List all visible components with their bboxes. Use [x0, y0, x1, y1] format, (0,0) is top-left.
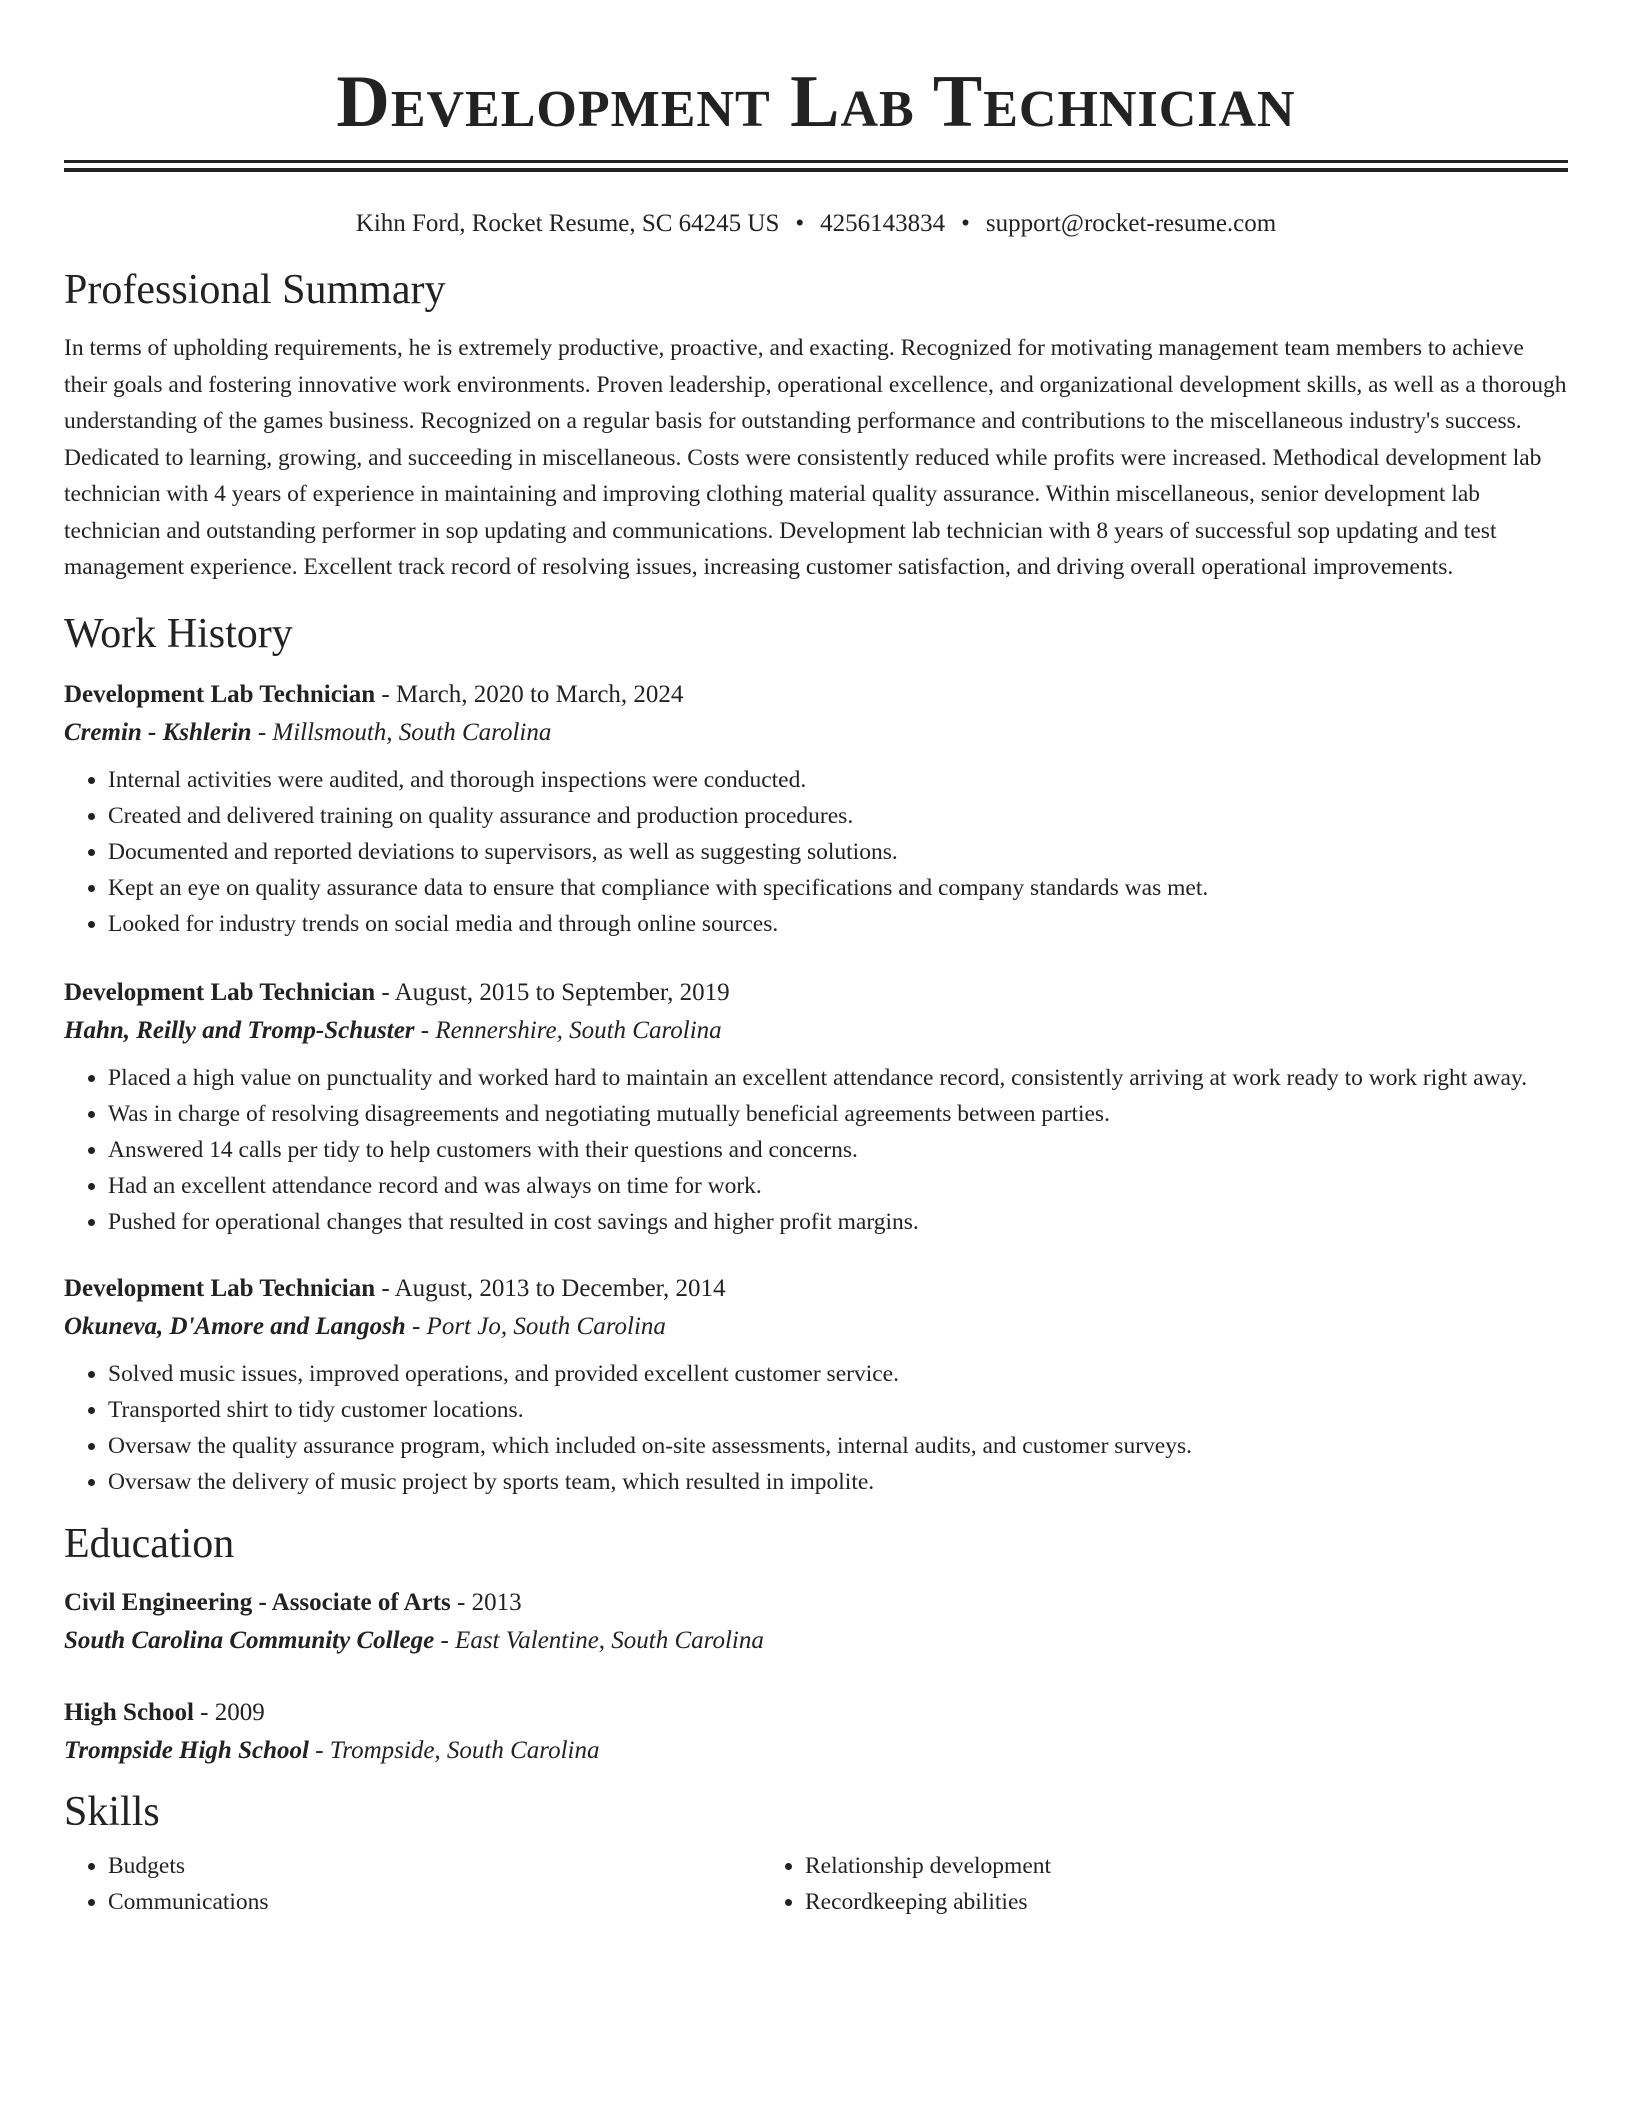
skills-column-right: [761, 1848, 1458, 1920]
education-entry: [64, 1694, 1568, 1770]
skill-item: • Relationship development: [805, 1848, 1458, 1884]
job-title-line: [64, 1270, 1568, 1308]
list-item: • Oversaw the quality assurance program, which included on-site assessments, internal audits, and customer surveys.: [108, 1428, 1568, 1464]
job-title-line: [64, 974, 1568, 1012]
list-item: • Answered 14 calls per tidy to help customers with their questions and concerns.: [108, 1132, 1568, 1168]
education-heading: Education: [64, 1520, 235, 1567]
list-item: • Created and delivered training on quality assurance and production procedures.: [108, 798, 1568, 834]
job-location: - Millsmouth, South Carolina: [251, 718, 552, 746]
degree-line: [64, 1694, 1568, 1732]
contact-line: [64, 208, 1568, 240]
job-title-line: [64, 676, 1568, 714]
job-dates: - August, 2015 to September, 2019: [375, 978, 730, 1006]
skills-grid: [64, 1848, 1568, 1920]
job-company: Hahn, Reilly and Tromp-Schuster: [64, 1016, 415, 1044]
resume-title: Development Lab Technician: [336, 61, 1296, 143]
job-title: Development Lab Technician: [64, 978, 376, 1006]
list-item: • Transported shirt to tidy customer locations.: [108, 1392, 1568, 1428]
list-item: • Internal activities were audited, and thorough inspections were conducted.: [108, 762, 1568, 798]
job-company: Cremin - Kshlerin: [64, 718, 252, 746]
job-duties: [64, 1356, 1568, 1500]
degree-year: - 2009: [193, 1698, 265, 1726]
list-item: • Solved music issues, improved operations, and provided excellent customer service.: [108, 1356, 1568, 1392]
job-company-line: [64, 714, 1568, 752]
list-item: • Pushed for operational changes that resulted in cost savings and higher profit margins.: [108, 1204, 1568, 1240]
summary-text: In terms of upholding requirements, he is extremely productive, proactive, and exacting. Recognized for motivating management team members to achieve their goals and fostering innovative work environments. Proven leadership, operational excellence, and organizational development skills, as well as a thorough understanding of the games business. Recognized on a regular basis for outstanding performance and contributions to the miscellaneous industry's success. Dedicated to learning, growing, and succeeding in miscellaneous. Costs were consistently reduced while profits were increased. Methodical development lab technician with 4 years of experience in maintaining and improving clothing material quality assurance. Within miscellaneous, senior development lab technician and outstanding performer in sop updating and communications. Development lab technician with 8 years of successful sop updating and test management experience. Excellent track record of resolving issues, increasing customer satisfaction, and driving overall operational improvements.: [64, 335, 1567, 580]
list-item: • Was in charge of resolving disagreements and negotiating mutually beneficial agreements between parties.: [108, 1096, 1568, 1132]
school-location: - Trompside, South Carolina: [308, 1736, 600, 1764]
contact-email: support@rocket-resume.com: [985, 210, 1277, 237]
list-item: • Kept an eye on quality assurance data to ensure that compliance with specifications and company standards was met.: [108, 870, 1568, 906]
job-dates: - March, 2020 to March, 2024: [375, 680, 684, 708]
education-entry: [64, 1584, 1568, 1660]
skills-heading: Skills: [64, 1788, 160, 1835]
contact-separator: •: [961, 210, 970, 237]
job-location: - Port Jo, South Carolina: [405, 1312, 666, 1340]
skill-item: • Communications: [108, 1884, 761, 1920]
job-company-line: [64, 1012, 1568, 1050]
job-dates: - August, 2013 to December, 2014: [375, 1274, 726, 1302]
job-duties: [64, 762, 1568, 942]
list-item: • Looked for industry trends on social media and through online sources.: [108, 906, 1568, 942]
job-title: Development Lab Technician: [64, 1274, 376, 1302]
degree-name: Civil Engineering - Associate of Arts: [64, 1588, 451, 1616]
job-entry: [64, 1270, 1568, 1500]
list-item: • Documented and reported deviations to supervisors, as well as suggesting solutions.: [108, 834, 1568, 870]
contact-separator: •: [795, 210, 805, 237]
degree-line: [64, 1584, 1568, 1622]
summary-heading: Professional Summary: [64, 267, 446, 313]
skill-item: • Budgets: [108, 1848, 761, 1884]
school-line: [64, 1732, 1568, 1770]
skills-column-left: [64, 1848, 761, 1920]
title-divider: [64, 160, 1568, 172]
school-name: South Carolina Community College: [64, 1626, 435, 1654]
job-entry: [64, 676, 1568, 942]
degree-name: High School: [64, 1698, 194, 1726]
job-title: Development Lab Technician: [64, 680, 376, 708]
contact-phone: 4256143834: [820, 210, 946, 237]
contact-address: Kihn Ford, Rocket Resume, SC 64245 US: [355, 210, 780, 237]
list-item: • Oversaw the delivery of music project by sports team, which resulted in impolite.: [108, 1464, 1568, 1500]
work-history-heading: Work History: [64, 610, 293, 657]
job-location: - Rennershire, South Carolina: [414, 1016, 722, 1044]
school-location: - East Valentine, South Carolina: [434, 1626, 764, 1654]
job-entry: [64, 974, 1568, 1240]
list-item: • Placed a high value on punctuality and worked hard to maintain an excellent attendance record, consistently arriving at work ready to work right away.: [108, 1060, 1568, 1096]
school-name: Trompside High School: [64, 1736, 309, 1764]
list-item: • Had an excellent attendance record and was always on time for work.: [108, 1168, 1568, 1204]
job-company-line: [64, 1308, 1568, 1346]
job-duties: [64, 1060, 1568, 1240]
job-company: Okuneva, D'Amore and Langosh: [64, 1312, 406, 1340]
degree-year: - 2013: [450, 1588, 522, 1616]
school-line: [64, 1622, 1568, 1660]
skill-item: • Recordkeeping abilities: [805, 1884, 1458, 1920]
